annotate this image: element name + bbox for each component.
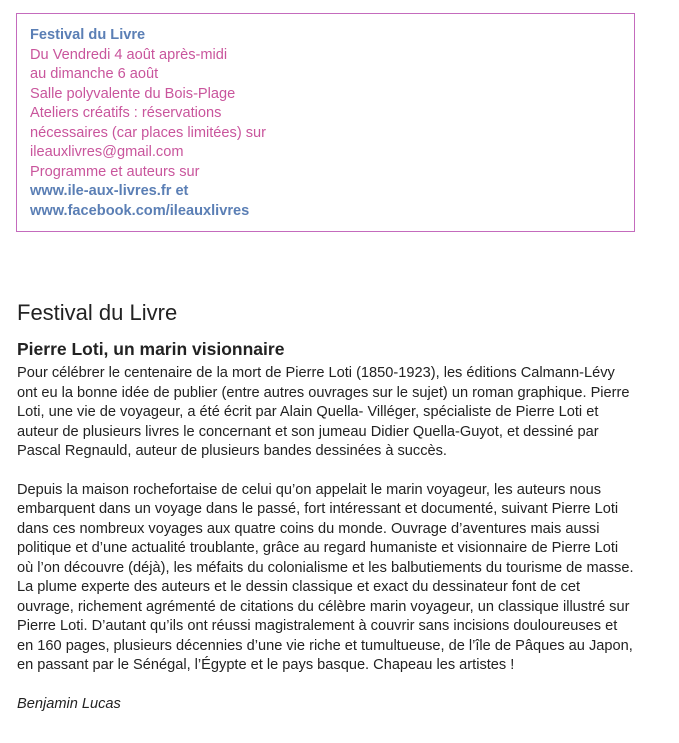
event-date-line: Du Vendredi 4 août après-midi (30, 46, 228, 63)
article-subtitle: Pierre Loti, un marin visionnaire (17, 339, 285, 359)
article-signature: Benjamin Lucas (17, 695, 121, 712)
article-heading: Festival du Livre (17, 300, 178, 325)
event-venue-line: Salle polyvalente du Bois-Plage (30, 85, 236, 102)
event-title: Festival du Livre (30, 27, 146, 43)
article-paragraph-1: Pour célébrer le centenaire de la mort de Pierre Loti (1850-1923), les éditions Calmann-Lévy ont eu la bonne idée de publier (entre autres ouvrages sur le sujet) un roman graphique. Pierre Loti, une vie de voyageur, a été écrit par Alain Quella- Villéger, spécialiste de Pierre Loti et auteur de plusieurs livres le concernant et son jumeau Didier Quella-Guyot, et dessiné par Pascal Regnauld, auteur de plusieurs bandes dessinées à succès. (17, 365, 630, 459)
website-link[interactable]: www.ile-aux-livres.fr et (30, 183, 189, 199)
program-line: Programme et auteurs sur (30, 163, 200, 180)
facebook-link[interactable]: www.facebook.com/ileauxlivres (30, 202, 250, 219)
article (17, 299, 637, 714)
event-info-box (16, 13, 635, 232)
workshop-line: Ateliers créatifs : réservations (30, 105, 222, 121)
event-date-end-line: au dimanche 6 août (30, 66, 159, 82)
reservation-line: nécessaires (car places limitées) sur (30, 124, 267, 141)
contact-email[interactable]: ileauxlivres@gmail.com (30, 144, 184, 160)
article-paragraph-2: Depuis la maison rochefortaise de celui qu’on appelait le marin voyageur, les auteurs nous embarquent dans un voyage dans le passé, fort intéressant et documenté, suivant Pierre Loti dans ces nombreux voyages aux quatre coins du monde. Ouvrage d’aventures mais aussi politique et d’une actualité troublante, grâce au regard humaniste et visionnaire de Pierre Loti où l’on découvre (déjà), les méfaits du colonialisme et les balbutiements du tourisme de masse. La plume experte des auteurs et le dessin classique et exact du dessinateur font de cet ouvrage, richement agrémenté de citations du célèbre marin voyageur, un classique illustré sur Pierre Loti. D’autant qu’ils ont réussi magistralement à couvrir sans incisions douloureuses et en 160 pages, plusieurs décennies d’une vie riche et tumultueuse, de l’île de Pâques au Japon, en passant par le Sénégal, l’Égypte et le pays basque. Chapeau les artistes ! (17, 481, 634, 673)
